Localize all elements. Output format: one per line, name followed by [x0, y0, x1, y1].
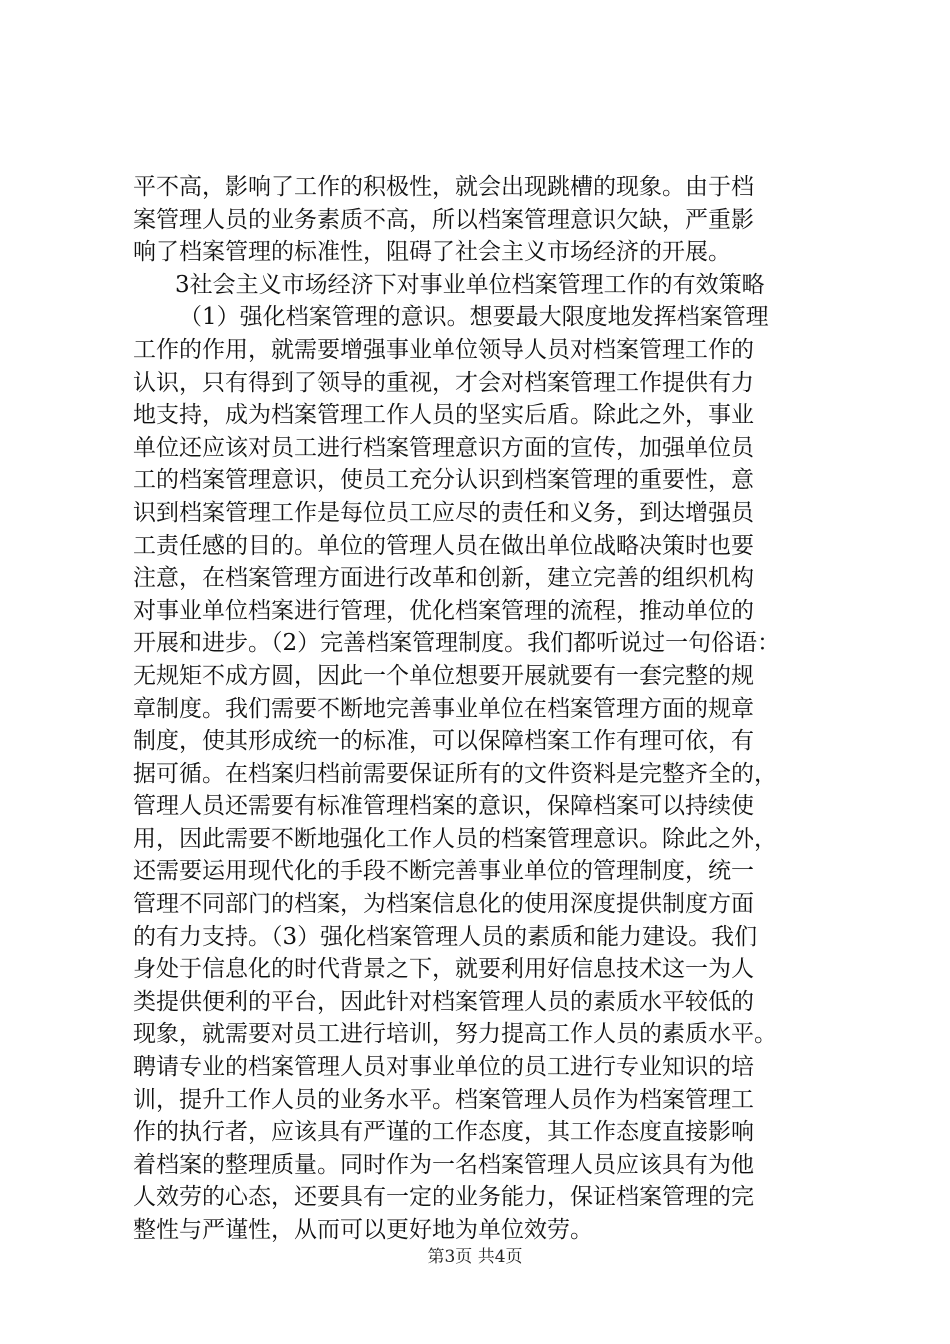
section-heading: 3社会主义市场经济下对事业单位档案管理工作的有效策略 — [175, 271, 765, 298]
text-line: 平不高，影响了工作的积极性，就会出现跳槽的现象。由于档 — [133, 174, 754, 200]
text-line: 工作的作用，就需要增强事业单位领导人员对档案管理工作的 — [133, 336, 754, 363]
text-line: 识到档案管理工作是每位员工应尽的责任和义务，到达增强员 — [133, 499, 754, 526]
text-line: 据可循。在档案归档前需要保证所有的文件资料是完整齐全的， — [133, 760, 777, 787]
page-footer — [0, 1242, 950, 1267]
text-line: 人效劳的心态，还要具有一定的业务能力，保证档案管理的完 — [133, 1184, 754, 1211]
text-line: （1）强化档案管理的意识。想要最大限度地发挥档案管理 — [179, 304, 769, 331]
text-line: 章制度。我们需要不断地完善事业单位在档案管理方面的规章 — [133, 695, 754, 722]
text-line: 工责任感的目的。单位的管理人员在做出单位战略决策时也要 — [133, 532, 754, 559]
text-line: 工的档案管理意识，使员工充分认识到档案管理的重要性，意 — [133, 467, 754, 494]
text-line: 身处于信息化的时代背景之下，就要利用好信息技术这一为人 — [133, 956, 754, 983]
text-line: 开展和进步。（2）完善档案管理制度。我们都听说过一句俗语： — [133, 630, 781, 657]
text-line: 整性与严谨性，从而可以更好地为单位效劳。 — [133, 1217, 593, 1243]
text-line: 认识，只有得到了领导的重视，才会对档案管理工作提供有力 — [133, 369, 754, 396]
text-line: 管理人员还需要有标准管理档案的意识，保障档案可以持续使 — [133, 793, 754, 820]
text-line: 无规矩不成方圆，因此一个单位想要开展就要有一套完整的规 — [133, 662, 754, 689]
page-number-label: 第3页 共4页 — [427, 1247, 523, 1267]
text-line: 着档案的整理质量。同时作为一名档案管理人员应该具有为他 — [133, 1151, 754, 1178]
text-line: 的有力支持。（3）强化档案管理人员的素质和能力建设。我们 — [133, 923, 758, 950]
document-body — [133, 171, 833, 1247]
text-line: 还需要运用现代化的手段不断完善事业单位的管理制度，统一 — [133, 858, 754, 885]
text-line: 注意，在档案管理方面进行改革和创新，建立完善的组织机构 — [133, 565, 754, 592]
text-line: 训，提升工作人员的业务水平。档案管理人员作为档案管理工 — [133, 1086, 754, 1113]
text-line: 现象，就需要对员工进行培训，努力提高工作人员的素质水平。 — [133, 1021, 777, 1048]
text-line: 响了档案管理的标准性，阻碍了社会主义市场经济的开展。 — [133, 239, 731, 266]
text-line: 制度，使其形成统一的标准，可以保障档案工作有理可依，有 — [133, 728, 754, 755]
text-line: 用，因此需要不断地强化工作人员的档案管理意识。除此之外， — [133, 825, 777, 852]
text-line: 类提供便利的平台，因此针对档案管理人员的素质水平较低的 — [133, 988, 754, 1015]
text-line: 单位还应该对员工进行档案管理意识方面的宣传，加强单位员 — [133, 434, 754, 461]
text-line: 对事业单位档案进行管理，优化档案管理的流程，推动单位的 — [133, 597, 754, 624]
text-line: 作的执行者，应该具有严谨的工作态度，其工作态度直接影响 — [133, 1119, 754, 1146]
text-line: 管理不同部门的档案，为档案信息化的使用深度提供制度方面 — [133, 891, 754, 918]
text-line: 聘请专业的档案管理人员对事业单位的员工进行专业知识的培 — [133, 1054, 754, 1081]
text-line: 地支持，成为档案管理工作人员的坚实后盾。除此之外，事业 — [133, 402, 754, 429]
text-line: 案管理人员的业务素质不高，所以档案管理意识欠缺，严重影 — [133, 206, 754, 233]
